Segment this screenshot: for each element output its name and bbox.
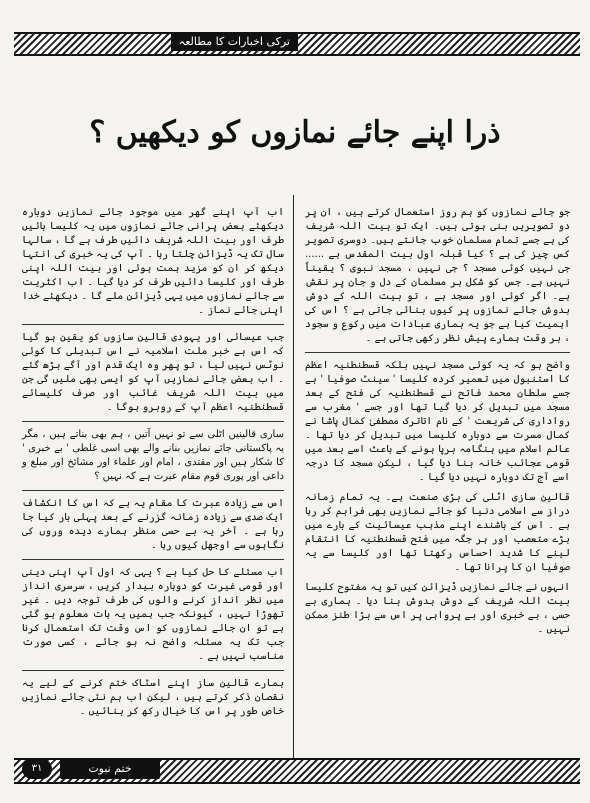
right-paragraph-3: قالین سازی اٹلی کی بڑی صنعت ہے۔ یہ تمام زمانہ دراز سے اسلامی دنیا کو جائے نمازیں بھی فراہم کر رہا ہے ۔ اس کے باشندے اپنے مذہب عیسائیت کے بارے میں بڑے متعصب اور ہر جگہ میں فتح قسطنطنیہ کا انتقام لینے کا شدید احساس رکھتا تھا اور کلیسا سے یہ صوفیا ان کا پرانا تھا ۔: [305, 492, 570, 573]
left-paragraph-3: ساری قالینیں اٹلی سے تو نہیں آتیں ، ہم بھی بناتے ہیں ، مگر یہ پاکستانی جائے نمازیں بنانے والے بھی اسی غلطی ' بے خبری ' کا شکار ہیں اور مقتدی ، امام اور علماء اور مشائخ اور مبلغ و داعی اور پوری قوم مقام عبرت ہے کہ نہیں ؟: [22, 429, 284, 482]
paragraph-divider: [22, 670, 284, 671]
right-column: [305, 206, 570, 758]
page-number: ٣١: [22, 759, 52, 779]
paragraph-divider: [305, 352, 570, 353]
left-column: [22, 206, 284, 766]
article-title: ذرا اپنے جائے نمازوں کو دیکھیں ؟: [89, 115, 501, 150]
footer-label: ختم نبوت: [60, 759, 160, 779]
left-paragraph-2: جب عیسائی اور یہودی قالین سازوں کو یقین ہو گیا کہ اس بے خبر ملت اسلامیہ نے اس تبدیلی کا کوئی نوٹس نہیں لیا ، تو پھر وہ ایک قدم اور آگے بڑھ گئے ۔ اب بعض جائے نمازیں آپ کو ایسی بھی ملیں گی جن میں بیت اللہ شریف غائب اور صرف کلیسائے قسطنطنیہ اعظم آپ کے روبرو ہوگا ۔: [22, 332, 284, 413]
paragraph-divider: [22, 490, 284, 491]
paragraph-divider: [22, 559, 284, 560]
left-paragraph-4: اس سے زیادہ عبرت کا مقام یہ ہے کہ اس کا انکشاف ایک صدی سے زیادہ زمانہ گزرنے کے بعد پہلی بار کیا جا رہا ہے ۔ آخر یہ بے حسی منظر ہمارے دیدہ وروں کی نگاہوں سے اوجھل کیوں رہا ۔: [22, 498, 284, 551]
left-paragraph-6: ہمارے قالین ساز اپنے اسٹاک ختم کرنے کے لیے یہ نقصان ذکر کرتے ہیں ، لیکن اب ہم نئی جائے نمازیں خاص طور پر اس کا خیال رکھ کر بنائیں ۔: [22, 678, 284, 717]
column-divider: [293, 195, 294, 770]
right-paragraph-2: واضح ہو کہ یہ کوئی مسجد نہیں بلکہ قسطنطنیہ اعظم کا استنبول میں تعمیر کردہ کلیسا ' سینٹ صوفیا ' ہے جسے سلطان محمد فاتح نے قسطنطنیہ کی فتح کے بعد مسجد میں تبدیل کر دیا گیا تھا اور جسے ' مغرب سے رواداری کی شریعت ' کے نام اتاترک مصطفیٰ کمال پاشا نے کمال مسرت سے دوبارہ کلیسا میں تبدیل کر دیا تھا ۔ عالم اسلام میں ہنگامہ برپا ہونے کے باعث اسے بعد میں قومی عجائب خانہ بنا دیا گیا ، لیکن مسجد کا درجہ اسے آج تک دوبارہ نہیں دیا گیا ۔: [305, 360, 570, 483]
section-label: ترکی اخبارات کا مطالعہ: [171, 33, 298, 51]
left-paragraph-1: اب آپ اپنے گھر میں موجود جائے نمازیں دوبارہ دیکھئے بعض پرانی جائے نمازوں میں یہ کلیسا بائیں طرف اور بیت اللہ شریف دائیں طرف ہے گا ، سالہا سال تک یہ ڈیزائن چلتا رہا ۔ آپ کی یہ خبری کی انتہا دیکھ کر ان کو مزید ہمت ہوئی اور بیت اللہ اپنی طرف اور کلیسا دائیں طرف کر دیا گیا ۔ اب اکثریت سے جائے نمازوں میں یہی ڈیزائن ملے گا ۔ دیکھئے خدا اپنی جائے نماز ۔: [22, 207, 284, 316]
left-paragraph-5: اب مسئلے کا حل کیا ہے ؟ یہی کہ اول آپ اپنی دینی اور قومی غیرت کو دوبارہ بیدار کریں ، سرسری انداز میں نظر انداز کرنے والوں کی طرف توجہ دیں ۔ غیر تھوڑا نہیں ، کیونکہ جب ہمیں یہ بات معلوم ہو گئی ہے تو ان جائے نمازوں کو اس وقت تک استعمال کرنا جب تک یہ مسئلہ واضح نہ ہو جائے ، کسی صورت مناسب نہیں ہے ۔: [22, 567, 284, 662]
right-paragraph-4: انہوں نے جائے نمازیں ڈیزائن کیں تو یہ مفتوح کلیسا بیت اللہ شریف کے دوش بدوش بنا دیا ۔ ہماری بے حسی ، بے خبری اور بے پرواہی پر اس سے بڑا طنز ممکن نہیں ۔: [305, 582, 570, 635]
right-paragraph-1: جو جائے نمازوں کو ہم روز استعمال کرتے ہیں ، ان پر دو تصویریں بنی ہوتی ہیں۔ ایک تو بیت اللہ شریف کی ہے جسے تمام مسلمان خوب جانتے ہیں۔ دوسری تصویر کس چیز کی ہے ؟ کیا قبلہ اول بیت المقدس ہے ...... جی نہیں کوئی مسجد ؟ جی نہیں ، مسجد نبوی ؟ یقیناً نہیں ہے۔ جس کو شکل ہر مسلمان کے دل و جان پر نقش ہے۔ اگر کوئی اور مسجد ہے ، تو بیت اللہ کے دوش بدوش جائے نمازوں پر کیوں بنائی جاتی ہے ؟ اس کی اہمیت کیا ہے جو یہ ہماری عبادات میں رکوع و سجود ، ہر وقت ہمارے پیش نظر رکھی جاتی ہے ۔: [305, 207, 570, 344]
paragraph-divider: [22, 421, 284, 422]
paragraph-divider: [22, 324, 284, 325]
